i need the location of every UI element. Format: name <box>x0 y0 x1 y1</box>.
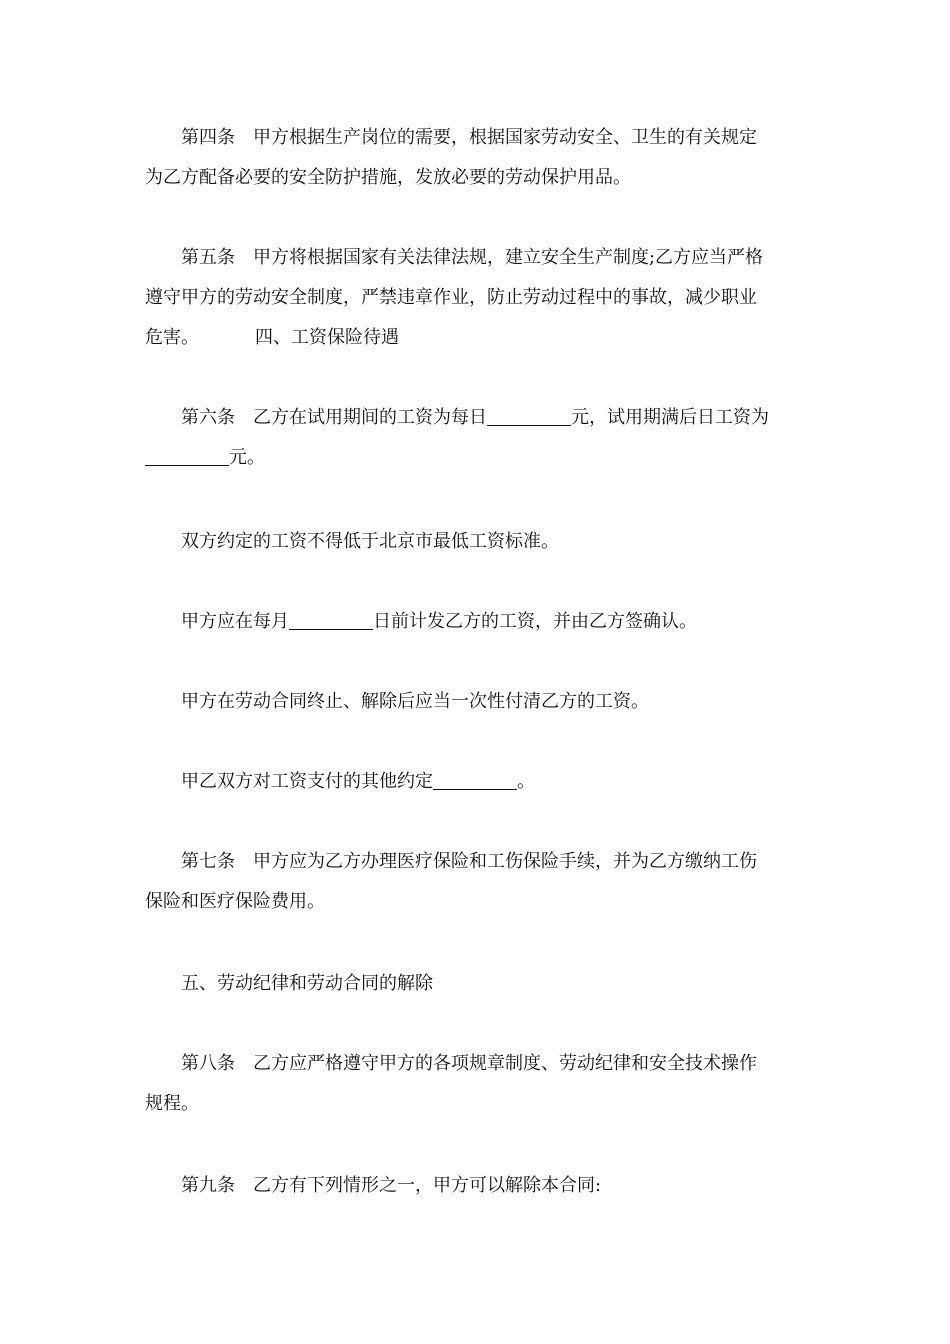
article-4-text-1: 甲方根据生产岗位的需要，根据国家劳动安全、卫生的有关规定 <box>253 127 757 148</box>
article-6 <box>145 398 810 478</box>
article-9-line-1 <box>145 1166 810 1206</box>
article-8 <box>145 1044 810 1124</box>
article-7-line-2: 保险和医疗保险费用。 <box>145 891 325 912</box>
section-4-heading: 四、工资保险待遇 <box>255 327 399 348</box>
other-agreement-line <box>145 762 810 802</box>
article-6-line-2 <box>145 438 810 478</box>
article-5-text-3: 危害。 <box>145 327 199 348</box>
regular-wage-blank[interactable] <box>145 447 229 466</box>
article-8-number: 第八条 <box>181 1053 235 1074</box>
article-5-line-2: 遵守甲方的劳动安全制度，严禁违章作业，防止劳动过程中的事故，减少职业 <box>145 287 757 308</box>
article-4-number: 第四条 <box>181 127 235 148</box>
article-9-text-1: 乙方有下列情形之一，甲方可以解除本合同: <box>253 1175 602 1196</box>
article-5-line-3 <box>145 318 810 358</box>
article-7 <box>145 842 810 922</box>
payday-blank[interactable] <box>289 611 373 630</box>
payday-text-2: 日前计发乙方的工资，并由乙方签确认。 <box>373 611 697 632</box>
section-5 <box>145 964 810 1004</box>
article-6-line-1 <box>145 398 810 438</box>
settlement-text: 甲方在劳动合同终止、解除后应当一次性付清乙方的工资。 <box>181 691 649 712</box>
article-7-number: 第七条 <box>181 851 235 872</box>
min-wage-paragraph <box>145 522 810 562</box>
article-9 <box>145 1166 810 1206</box>
article-6-number: 第六条 <box>181 407 235 428</box>
trial-wage-blank[interactable] <box>487 407 571 426</box>
article-4-line-2: 为乙方配备必要的安全防护措施，发放必要的劳动保护用品。 <box>145 167 631 188</box>
section-5-heading: 五、劳动纪律和劳动合同的解除 <box>181 973 433 994</box>
article-4-line-1 <box>145 118 810 158</box>
article-6-text-3: 元。 <box>229 447 265 468</box>
article-7-line-1 <box>145 842 810 882</box>
article-5-number: 第五条 <box>181 247 235 268</box>
other-agreement-blank[interactable] <box>433 771 517 790</box>
settlement-paragraph <box>145 682 810 722</box>
payday-line <box>145 602 810 642</box>
article-7-text-1: 甲方应为乙方办理医疗保险和工伤保险手续，并为乙方缴纳工伤 <box>253 851 757 872</box>
article-8-text-1: 乙方应严格遵守甲方的各项规章制度、劳动纪律和安全技术操作 <box>253 1053 757 1074</box>
article-6-text-1: 乙方在试用期间的工资为每日 <box>253 407 487 428</box>
article-5-text-1: 甲方将根据国家有关法律法规，建立安全生产制度;乙方应当严格 <box>253 247 764 268</box>
article-5 <box>145 238 810 358</box>
min-wage-text: 双方约定的工资不得低于北京市最低工资标准。 <box>181 531 559 552</box>
article-8-line-2: 规程。 <box>145 1093 199 1114</box>
article-9-number: 第九条 <box>181 1175 235 1196</box>
other-agreement-paragraph <box>145 762 810 802</box>
other-agreement-text-1: 甲乙双方对工资支付的其他约定 <box>181 771 433 792</box>
payday-paragraph <box>145 602 810 642</box>
article-8-line-1 <box>145 1044 810 1084</box>
article-5-line-1 <box>145 238 810 278</box>
other-agreement-text-2: 。 <box>517 771 535 792</box>
article-4 <box>145 118 810 198</box>
payday-text-1: 甲方应在每月 <box>181 611 289 632</box>
article-6-text-2: 元，试用期满后日工资为 <box>571 407 769 428</box>
